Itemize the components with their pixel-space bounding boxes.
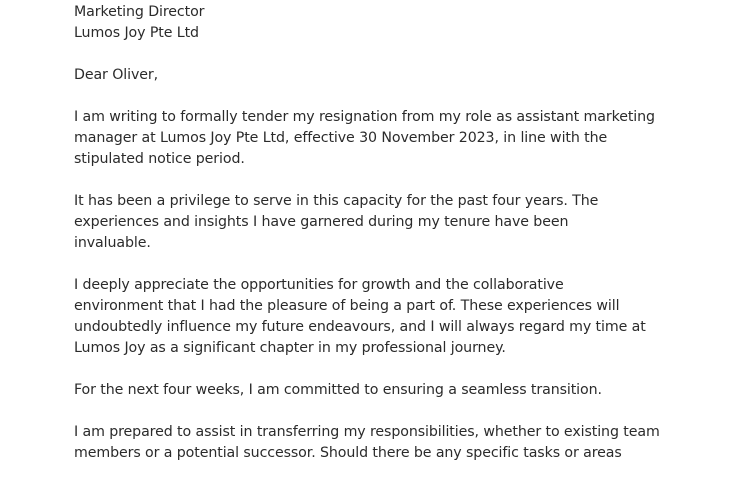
paragraph-appreciation: I deeply appreciate the opportunities for growth and the collaborative environment that I had the pleasure of being a part of. These experiences will undoubtedly influence my future endeavours, and I will always regard my time at Lumos Joy as a significant chapter in my professional journey. xyxy=(74,277,646,356)
recipient-title: Marketing Director xyxy=(74,4,205,20)
paragraph-transition: For the next four weeks, I am committed to ensuring a seamless transition. xyxy=(74,382,602,398)
paragraph-resignation-notice: I am writing to formally tender my resignation from my role as assistant marketing manager at Lumos Joy Pte Ltd, effective 30 November 2023, in line with the stipulated notice period. xyxy=(74,109,655,167)
recipient-company: Lumos Joy Pte Ltd xyxy=(74,25,199,41)
paragraph-privilege: It has been a privilege to serve in this capacity for the past four years. The experiences and insights I have garnered during my tenure have been invaluable. xyxy=(74,193,599,251)
resignation-letter xyxy=(74,2,744,485)
paragraph-handover: I am prepared to assist in transferring my responsibilities, whether to existing team members or a potential successor. Should there be any specific tasks or areas xyxy=(74,424,660,461)
salutation: Dear Oliver, xyxy=(74,67,159,83)
recipient-block xyxy=(74,2,744,44)
